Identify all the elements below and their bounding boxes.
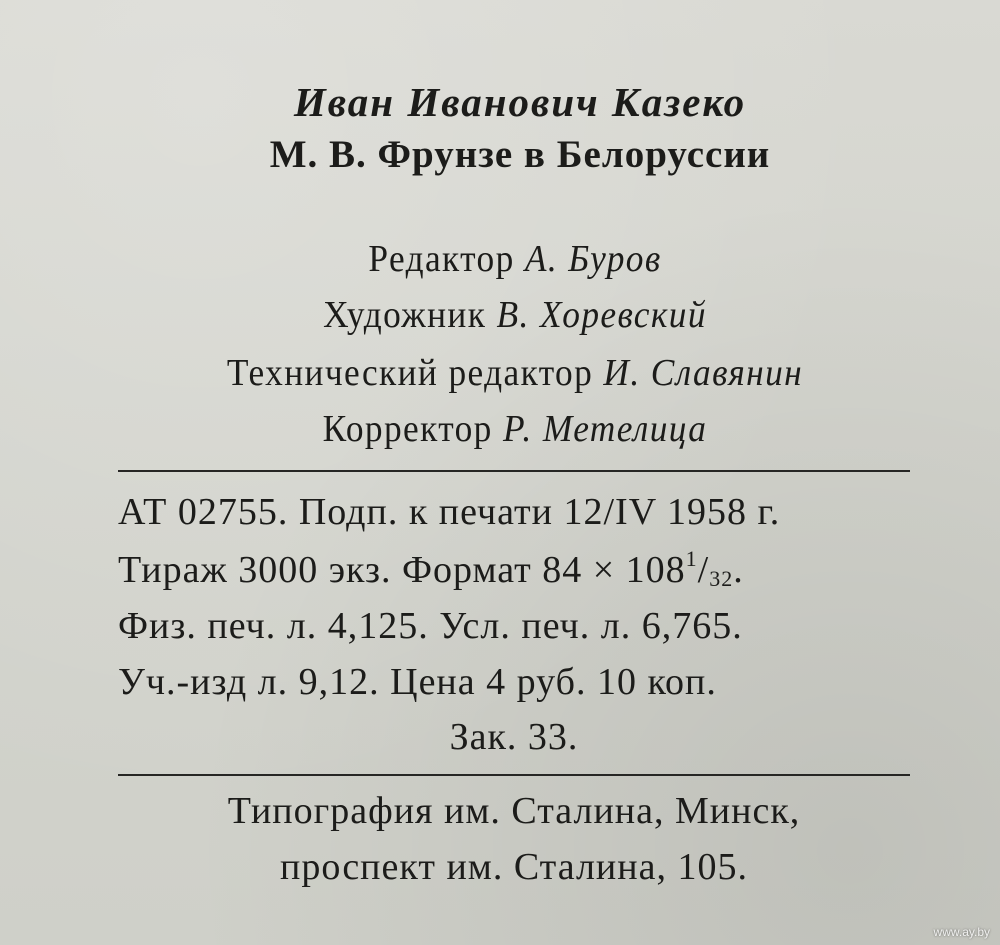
format-fraction-denominator: 32	[709, 566, 734, 591]
credit-person: Р. Метелица	[502, 408, 708, 450]
credit-person: И. Славянин	[603, 352, 804, 394]
printer-line-2: проспект им. Сталина, 105.	[280, 846, 748, 888]
imprint-line-1: АТ 02755. Подп. к печати 12/IV 1958 г.	[118, 491, 781, 533]
imprint-print-run-format: Тираж 3000 экз. Формат 84 × 108	[118, 549, 686, 591]
credit-artist	[241, 296, 790, 334]
imprint-line-4: Уч.-изд л. 9,12. Цена 4 руб. 10 коп.	[118, 661, 717, 703]
imprint-order-number: Зак. 33.	[449, 716, 579, 758]
watermark: www.ay.by	[933, 925, 990, 939]
format-end-period: .	[733, 549, 744, 591]
credit-person: А. Буров	[524, 238, 662, 280]
format-fraction-numerator: 1	[685, 546, 698, 571]
credit-role: Редактор	[368, 238, 515, 280]
credit-role: Художник	[323, 294, 487, 336]
printer-line-1: Типография им. Сталина, Минск,	[227, 790, 801, 832]
credit-editor	[250, 240, 780, 278]
imprint-line-3: Физ. печ. л. 4,125. Усл. печ. л. 6,765.	[118, 605, 743, 647]
credit-role: Технический редактор	[226, 352, 594, 394]
imprint-line-2	[118, 548, 910, 590]
book-title: М. В. Фрунзе в Белоруссии	[269, 133, 771, 176]
credit-technical-editor	[157, 354, 873, 392]
credit-proofreader	[227, 410, 804, 448]
credit-role: Корректор	[322, 408, 493, 450]
author-name: Иван Иванович Казеко	[293, 79, 747, 125]
format-fraction-slash: /	[697, 549, 710, 591]
credit-person: В. Хоревский	[496, 294, 707, 336]
divider-bottom	[118, 774, 910, 776]
divider-top	[118, 470, 910, 472]
